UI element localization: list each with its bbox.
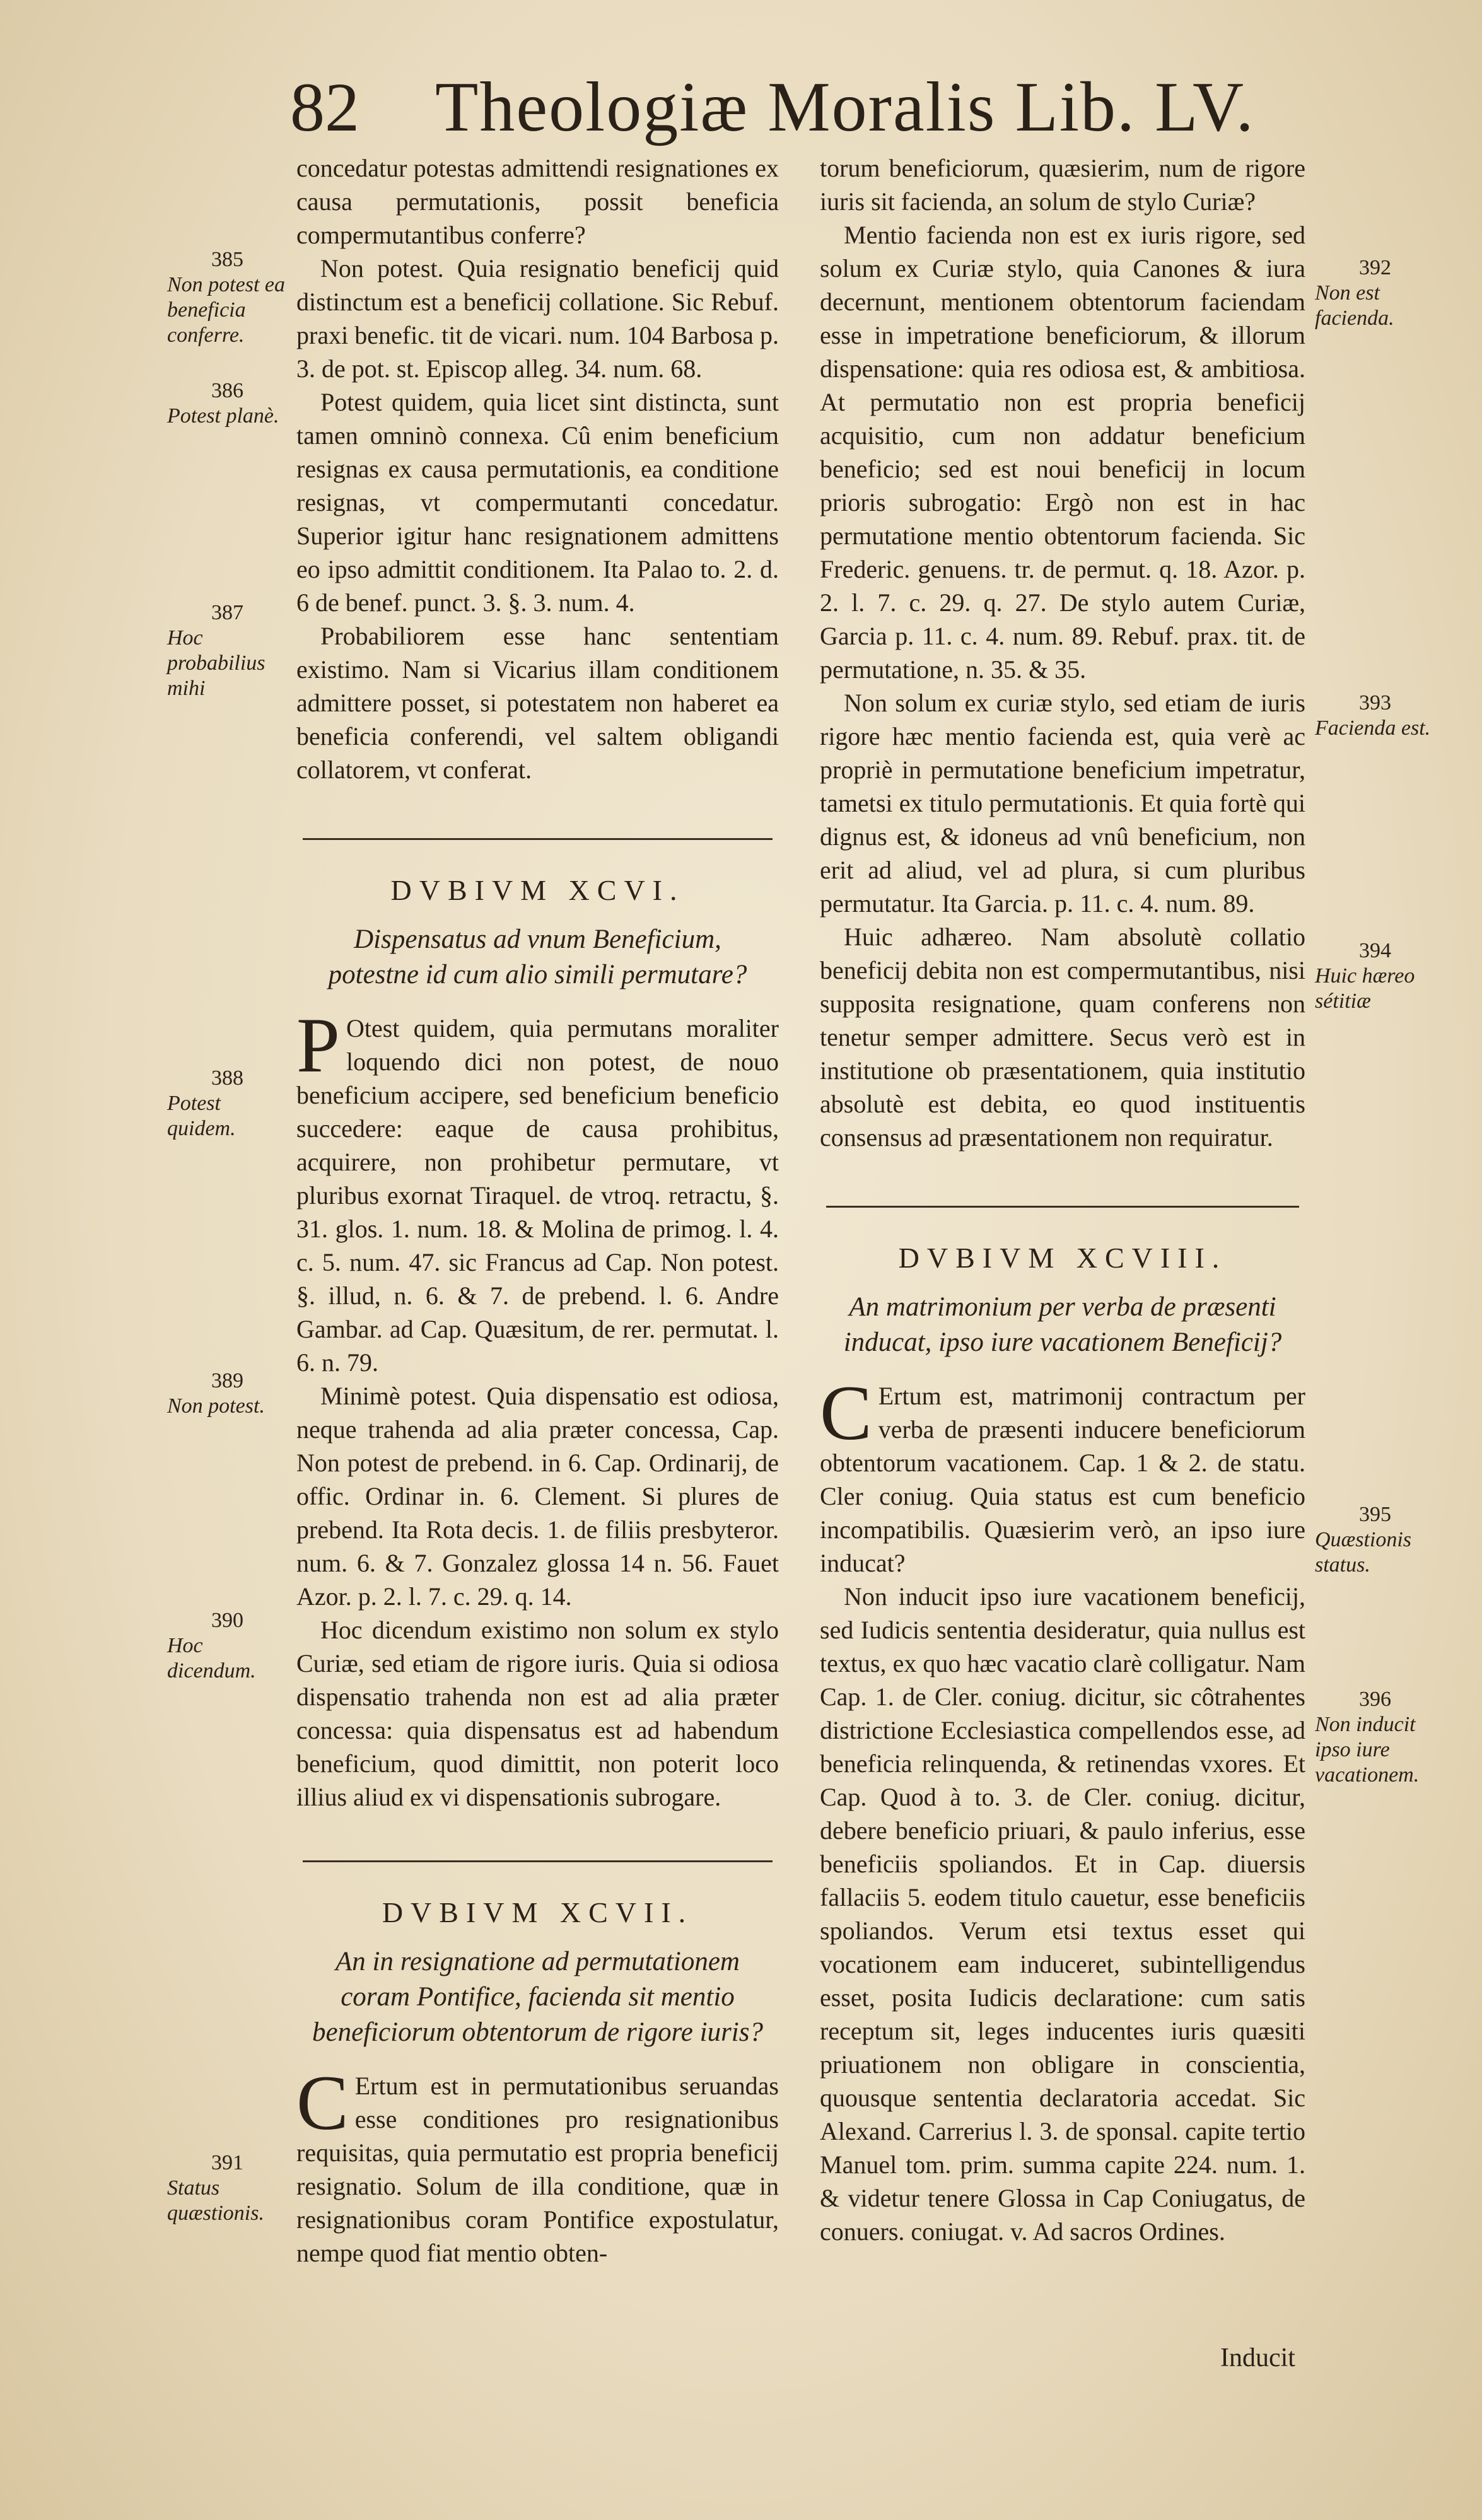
margin-note-number: 396 bbox=[1359, 1688, 1391, 1711]
margin-note-text: Non potest ea beneficia conferre. bbox=[167, 273, 285, 347]
paragraph: Hoc dicendum existimo non solum ex stylo Curiæ, sed etiam de rigore iuris. Quia si odiosa dispensatio trahenda non est ad alia præter concessa: quia dispensatus est ad habendum beneficium, quod dimittit, non poterit loco illius aliud ex vi dispensationis subrogare. bbox=[296, 1616, 779, 1811]
margin-note-number: 389 bbox=[211, 1369, 243, 1392]
margin-note bbox=[167, 247, 287, 348]
margin-note bbox=[1315, 1687, 1454, 1788]
dubium-question: An in resignatione ad permutationem coram Pontifice, facienda sit mentio beneficiorum obtentorum de rigore iuris? bbox=[312, 1947, 763, 2047]
margin-note bbox=[167, 600, 287, 701]
dubium-question: Dispensatus ad vnum Beneficium, potestne id cum alio simili permutare? bbox=[328, 925, 747, 989]
margin-note-number: 391 bbox=[211, 2151, 243, 2174]
section-divider bbox=[296, 824, 779, 853]
margin-note bbox=[1315, 938, 1454, 1014]
left-column bbox=[296, 151, 779, 2270]
catchword: Inducit bbox=[1220, 2343, 1295, 2372]
paragraph: Non potest. Quia resignatio beneficij quid distinctum est a beneficij collatione. Sic Rebuf. praxi benefic. tit de vicari. num. 104 Barbosa p. 3. de pot. st. Episcop alleg. 34. num. 68. bbox=[296, 254, 779, 383]
margin-note bbox=[1315, 255, 1454, 331]
margin-note-number: 387 bbox=[211, 601, 243, 624]
paragraph: Otest quidem, quia permutans moraliter loquendo dici non potest, de nouo beneficium accipere, sed beneficium beneficio succedere: eaque de causa prohibitus, acquirere, non prohibetur permutare, vt pluribus exornat Tiraquel. de vtroq. retractu, §. 31. glos. 1. num. 18. & Molina de primog. l. 4. c. 5. num. 47. sic Francus ad Cap. Non potest. §. illud, n. 6. & 7. de prebend. l. 6. Andre Gambar. ad Cap. Quæsitum, de rer. permutat. l. 6. n. 79. bbox=[296, 1014, 779, 1377]
margin-note-number: 390 bbox=[211, 1609, 243, 1632]
margin-note-number: 392 bbox=[1359, 256, 1391, 279]
right-column bbox=[820, 151, 1305, 2248]
margin-note-number: 393 bbox=[1359, 691, 1391, 715]
margin-note-text: Huic hæreo sétitiæ bbox=[1315, 964, 1415, 1013]
margin-note-text: Potest quidem. bbox=[167, 1092, 236, 1140]
margin-note-number: 386 bbox=[211, 379, 243, 402]
margin-note-text: Facienda est. bbox=[1315, 716, 1431, 740]
paragraph: Minimè potest. Quia dispensatio est odiosa, neque trahenda ad alia præter concessa, Cap. Non potest de prebend. in 6. Cap. Ordinarij, de offic. Ordinar in. 6. Clement. Si plures de prebend. Ita Rota decis. 1. de filiis presbyteror. num. 6. & 7. Gonzalez glossa 14 n. 56. Fauet Azor. p. 2. l. 7. c. 29. q. 14. bbox=[296, 1382, 779, 1611]
margin-note bbox=[167, 1066, 287, 1141]
margin-note bbox=[167, 1368, 287, 1419]
paragraph: concedatur potestas admittendi resignationes ex causa permutationis, possit beneficia compermutantibus conferre? bbox=[296, 154, 779, 249]
margin-note-text: Hoc dicendum. bbox=[167, 1634, 256, 1683]
page-number: 82 bbox=[290, 69, 359, 146]
margin-note bbox=[1315, 691, 1454, 741]
drop-cap: C bbox=[820, 1370, 872, 1456]
margin-note-number: 395 bbox=[1359, 1503, 1391, 1526]
margin-note-text: Hoc probabilius mihi bbox=[167, 626, 265, 700]
paragraph: Probabiliorem esse hanc sententiam existimo. Nam si Vicarius illam conditionem admittere posset, si potestatem non haberet ea beneficia conferendi, vel saltem obligandi collatorem, vt conferat. bbox=[296, 622, 779, 784]
page-header bbox=[290, 68, 1255, 151]
paragraph: Ertum est, matrimonij contractum per verba de præsenti inducere beneficiorum obtentorum vacationem. Cap. 1 & 2. de statu. Cler coniug. Quia status est cum beneficio incompatibilis. Quæsierim verò, an ipso iure inducat? bbox=[820, 1382, 1305, 1577]
margin-note bbox=[167, 1608, 287, 1684]
dubium-heading: DVBIVM XCVII. bbox=[382, 1896, 694, 1928]
margin-note bbox=[167, 378, 287, 429]
drop-cap: P bbox=[296, 1002, 340, 1088]
running-title: Theologiæ Moralis Lib. LV. bbox=[435, 68, 1255, 146]
margin-note-text: Status quæstionis. bbox=[167, 2176, 264, 2225]
margin-note-text: Quæstionis status. bbox=[1315, 1528, 1412, 1577]
margin-note bbox=[167, 2150, 287, 2226]
paragraph: Mentio facienda non est ex iuris rigore, sed solum ex Curiæ stylo, quia Canones & iura decernunt, mentionem obtentorum faciendam esse in impetratione beneficiorum, & illorum dispensatione: quia res odiosa est, & ambitiosa. At permutatio non est propria beneficij acquisitio, cum non addatur beneficium beneficio; sed est noui beneficij in locum prioris subrogatio: Ergò non est in hac permutatione mentio obtentorum facienda. Sic Frederic. genuens. tr. de permut. q. 18. Azor. p. 2. l. 7. c. 29. q. 27. De stylo autem Curiæ, Garcia p. 11. c. 4. num. 89. Rebuf. prax. tit. de permutatione, n. 35. & 35. bbox=[820, 221, 1305, 684]
dubium-heading: DVBIVM XCVI. bbox=[390, 874, 685, 906]
paragraph: torum beneficiorum, quæsierim, num de rigore iuris sit facienda, an solum de stylo Curiæ? bbox=[820, 154, 1305, 216]
paragraph: Ertum est in permutationibus seruandas esse conditiones pro resignationibus requisitas, quia permutatio est propria beneficij resignatio. Solum de illa conditione, quæ in resignationibus coram Pontifice expostulatur, nempe quod fiat mentio obten- bbox=[296, 2072, 779, 2267]
margin-note bbox=[1315, 1502, 1454, 1578]
margin-note-text: Non inducit ipso iure vacationem. bbox=[1315, 1713, 1420, 1787]
section-divider bbox=[820, 1192, 1305, 1221]
margin-note-text: Potest planè. bbox=[167, 404, 279, 428]
margin-note-text: Non est facienda. bbox=[1315, 281, 1394, 330]
paragraph: Non solum ex curiæ stylo, sed etiam de iuris rigore hæc mentio facienda est, quia verè ac propriè in permutatione beneficium impetratur, tametsi ex titulo permutationis. Et quia fortè qui dignus est, & idoneus ad vnû beneficium, non erit ad aliud, vel ad plura, si cum pluribus permutatur. Ita Garcia. p. 11. c. 4. num. 89. bbox=[820, 689, 1305, 918]
dubium-question: An matrimonium per verba de præsenti inducat, ipso iure vacationem Beneficij? bbox=[843, 1292, 1282, 1357]
drop-cap: C bbox=[296, 2060, 349, 2146]
section-divider bbox=[296, 1846, 779, 1875]
paragraph: Potest quidem, quia licet sint distincta, sunt tamen omninò connexa. Cû enim beneficium resignas ex causa permutationis, ea conditione resignas, vt compermutanti concedatur. Superior igitur hanc resignationem admittens eo ipso admittit conditionem. Ita Palao to. 2. d. 6 de benef. punct. 3. §. 3. num. 4. bbox=[296, 388, 779, 617]
margin-note-text: Non potest. bbox=[167, 1394, 265, 1418]
margin-note-number: 388 bbox=[211, 1066, 243, 1090]
dubium-heading: DVBIVM XCVIII. bbox=[898, 1242, 1227, 1274]
margin-note-number: 385 bbox=[211, 248, 243, 271]
paragraph: Huic adhæreo. Nam absolutè collatio beneficij debita non est compermutantibus, nisi supposita resignatione, quam conferens non tenetur semper admittere. Secus verò est in institutione ob præsentationem, quia institutio absolutè est debita, eo quod instituentis consensus ad præsentationem non requiratur. bbox=[820, 923, 1305, 1152]
paragraph: Non inducit ipso iure vacationem beneficij, sed Iudicis sententia desideratur, quia nullus est textus, ex quo hæc vacatio clarè colligatur. Nam Cap. 1. de Cler. coniug. dicitur, sic côtrahentes districtione Ecclesiastica compellendos esse, ad beneficia relinquenda, & retinendas vxores. Et Cap. Quod à to. 3. de Cler. coniug. dicitur, debere beneficio priuari, & paulo inferius, esse beneficiis spoliandos. Et in Cap. diuersis fallaciis 5. eodem titulo cauetur, esse beneficiis spoliandos. Verum etsi textus esset qui vocationem eam induceret, subintelligendus esset, posita Iudicis declaratione: cum satis receptum sit, leges inducentes iuris quæsiti priuationem non obligare in conscientia, quousque sententia declaratoria accedat. Sic Alexand. Carrerius l. 3. de sponsal. capite tertio Manuel tom. prim. summa capite 224. num. 1. & videtur tenere Glossa in Cap Coniugatus, de conuers. coniugat. v. Ad sacros Ordines. bbox=[820, 1582, 1305, 2246]
margin-note-number: 394 bbox=[1359, 939, 1391, 962]
